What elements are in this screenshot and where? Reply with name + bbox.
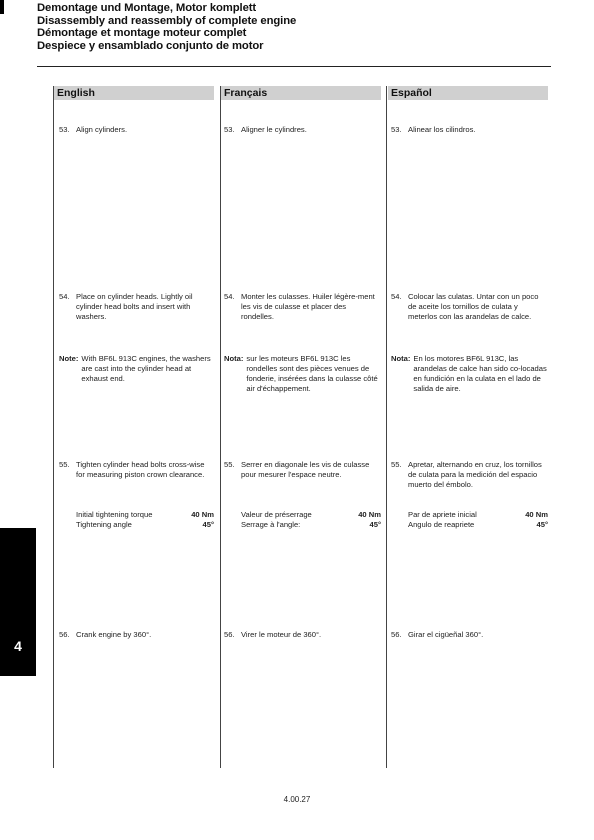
- step-53-spanish: [391, 125, 548, 135]
- step-number: 55.: [59, 460, 70, 469]
- spec-label: Angulo de reapriete: [408, 520, 475, 529]
- step-text: Tighten cylinder head bolts cross-wise for measuring piston crown clearance.: [76, 460, 205, 479]
- spec-label: Serrage à l'angle:: [241, 520, 301, 529]
- note-french: [224, 354, 381, 394]
- step-text: Serrer en diagonale les vis de culasse pour mesurer l'espace neutre.: [241, 460, 370, 479]
- title-english: Disassembly and reassembly of complete engine: [37, 14, 297, 27]
- spec-angle-french: [224, 520, 381, 530]
- step-56-french: [224, 630, 381, 640]
- step-number: 54.: [59, 292, 70, 301]
- step-number: 56.: [59, 630, 70, 639]
- step-number: 53.: [391, 125, 402, 134]
- step-text: Aligner le cylindres.: [241, 125, 307, 134]
- step-55-spanish: [391, 460, 548, 490]
- spec-value: 45°: [536, 520, 548, 529]
- spec-label: Tightening angle: [76, 520, 132, 529]
- page-number: 4.00.27: [283, 795, 311, 804]
- note-spanish: [391, 354, 548, 394]
- step-54-english: [59, 292, 214, 322]
- title-german: Demontage und Montage, Motor komplett: [37, 2, 257, 14]
- step-number: 53.: [224, 125, 235, 134]
- spec-torque-spanish: [391, 510, 548, 520]
- step-text: Alinear los cilindros.: [408, 125, 476, 134]
- note-text: En los motores BF6L 913C, las arandelas de calce han sido co-locadas en fundición en la culata en el lado de salida de aire.: [413, 354, 547, 393]
- column-header-spanish: Español: [388, 86, 548, 100]
- note-label: Nota:: [391, 354, 411, 363]
- spec-angle-english: [59, 520, 214, 530]
- step-number: 56.: [391, 630, 402, 639]
- step-number: 54.: [391, 292, 402, 301]
- step-55-french: [224, 460, 381, 480]
- step-54-spanish: [391, 292, 548, 322]
- section-tab-number: 4: [14, 638, 22, 654]
- step-text: Place on cylinder heads. Lightly oil cylinder head bolts and insert with washers.: [76, 292, 193, 321]
- step-56-english: [59, 630, 214, 640]
- step-56-spanish: [391, 630, 548, 640]
- step-55-english: [59, 460, 214, 480]
- title-divider: [37, 66, 551, 67]
- spec-value: 40 Nm: [191, 510, 214, 519]
- column-rule: [386, 86, 387, 768]
- step-number: 53.: [59, 125, 70, 134]
- spec-angle-spanish: [391, 520, 548, 530]
- margin-marker: [0, 0, 4, 14]
- step-text: Monter les culasses. Huiler légère-ment les vis de culasse et placer des rondelles.: [241, 292, 375, 321]
- step-text: Virer le moteur de 360°.: [241, 630, 322, 639]
- note-label: Nota:: [224, 354, 244, 363]
- step-text: Girar el cigüeñal 360°.: [408, 630, 484, 639]
- step-text: Align cylinders.: [76, 125, 128, 134]
- note-english: [59, 354, 214, 384]
- spec-value: 45°: [369, 520, 381, 529]
- step-text: Colocar las culatas. Untar con un poco de aceite los tornillos de culata y meterlos con las arandelas de calce.: [408, 292, 539, 321]
- step-text: Crank engine by 360°.: [76, 630, 152, 639]
- title-french: Démontage et montage moteur complet: [37, 27, 247, 40]
- step-number: 55.: [224, 460, 235, 469]
- step-number: 55.: [391, 460, 402, 469]
- note-text: sur les moteurs BF6L 913C les rondelles sont des pièces venues de fonderie, insérées dans la culasse côté air d'échappement.: [246, 354, 378, 393]
- step-number: 56.: [224, 630, 235, 639]
- note-label: Note:: [59, 354, 79, 363]
- column-header-french: Français: [221, 86, 381, 100]
- column-rule: [53, 86, 54, 768]
- column-header-english: English: [54, 86, 214, 100]
- spec-label: Valeur de préserrage: [241, 510, 312, 519]
- spec-label: Initial tightening torque: [76, 510, 153, 519]
- title-spanish: Despiece y ensamblado conjunto de motor: [37, 39, 264, 52]
- spec-torque-french: [224, 510, 381, 520]
- spec-value: 40 Nm: [358, 510, 381, 519]
- spec-label: Par de apriete inicial: [408, 510, 477, 519]
- spec-torque-english: [59, 510, 214, 520]
- spec-value: 45°: [202, 520, 214, 529]
- step-54-french: [224, 292, 381, 322]
- step-number: 54.: [224, 292, 235, 301]
- column-rule: [220, 86, 221, 768]
- step-53-french: [224, 125, 381, 135]
- step-53-english: [59, 125, 214, 135]
- page-title-block: [37, 2, 557, 52]
- step-text: Apretar, alternando en cruz, los tornillos de culata para la medición del espacio muerto del émbolo.: [408, 460, 542, 489]
- note-text: With BF6L 913C engines, the washers are cast into the cylinder head at exhaust end.: [81, 354, 211, 383]
- spec-value: 40 Nm: [525, 510, 548, 519]
- section-tab: [0, 528, 36, 676]
